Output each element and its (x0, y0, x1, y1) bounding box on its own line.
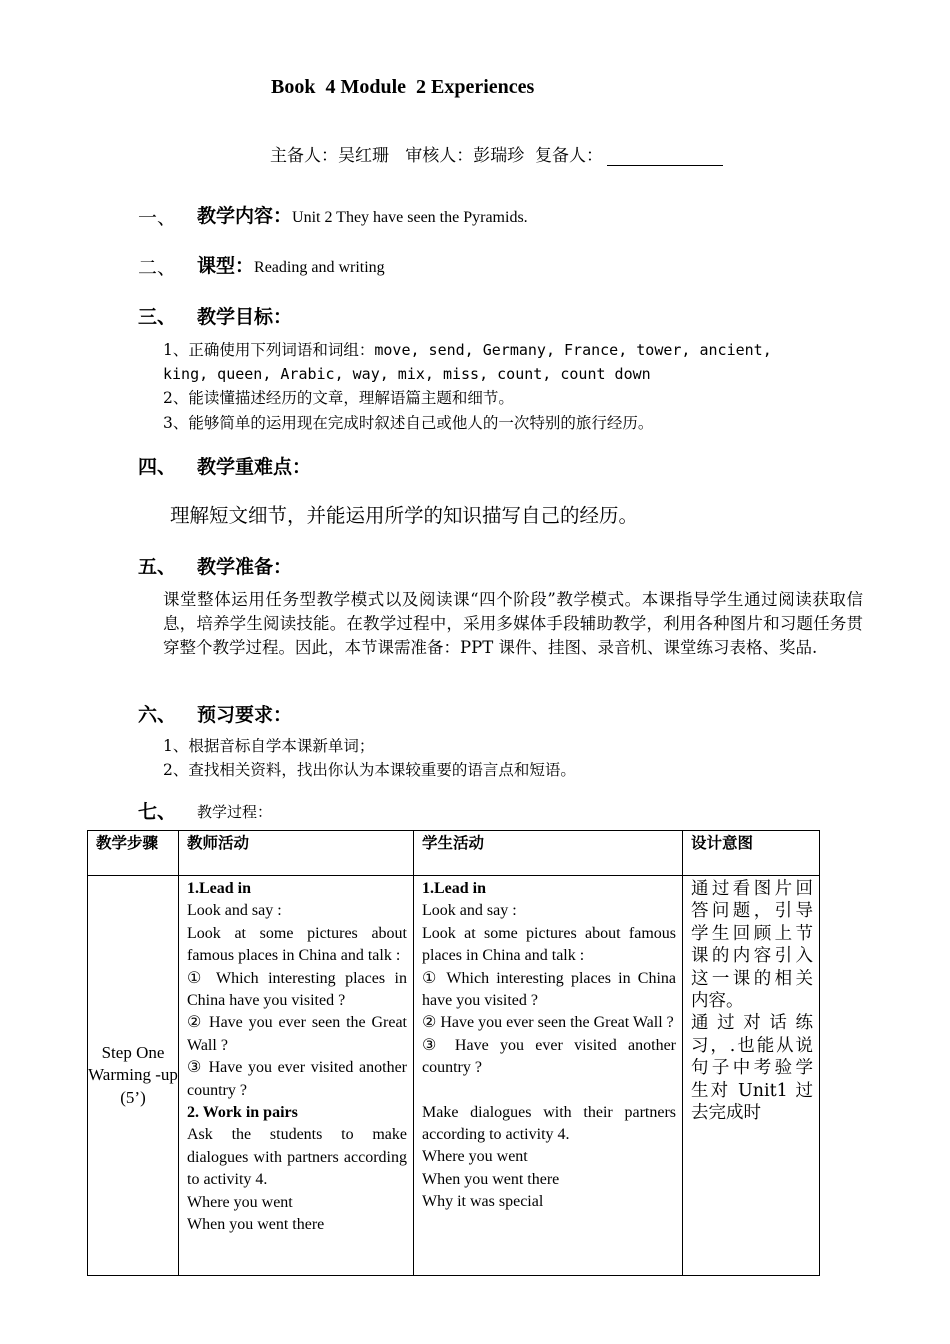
header-intent: 设计意图 (683, 831, 820, 876)
student-line: Look and say : (422, 902, 517, 920)
section-5-label: 教学准备： (197, 556, 293, 578)
section-6-number: 六、 (138, 704, 177, 726)
section-2-label: 课型： (197, 255, 255, 277)
student-line: Look at some pictures about famous places in China and talk : (422, 924, 676, 965)
student-activity-cell (414, 876, 683, 1276)
intent-paragraph-1: 通过看图片回答问题，引导学生回顾上节课的内容引入这一课的相关内容。 (691, 879, 813, 1012)
objective-2: 2、能读懂描述经历的文章，理解语篇主题和细节。 (163, 389, 514, 407)
section-7-number: 七、 (138, 801, 177, 823)
teacher-line: When you went there (187, 1216, 325, 1234)
teacher-line: Where you went (187, 1193, 293, 1211)
document-title: Book 4 Module 2 Experiences (271, 76, 535, 98)
student-question-2: ② Have you ever seen the Great Wall ? (422, 1014, 674, 1032)
header-teacher: 教师活动 (179, 831, 414, 876)
table-header-row (88, 831, 820, 876)
teacher-activity-cell (179, 876, 414, 1276)
objective-1-words: move, send, Germany, France, tower, ancient, (374, 341, 772, 359)
objective-3: 3、能够简单的运用现在完成时叙述自己或他人的一次特别的旅行经历。 (163, 414, 654, 432)
student-line: Why it was special (422, 1193, 544, 1211)
section-6-label: 预习要求： (197, 704, 293, 726)
section-2-heading (197, 251, 385, 278)
student-line: Make dialogues with their partners according to activity 4. (422, 1103, 676, 1144)
header-step: 教学步骤 (88, 831, 179, 876)
preparation-text: 课堂整体运用任务型教学模式以及阅读课“四个阶段”教学模式。本课指导学生通过阅读获取信息，培养学生阅读技能。在教学过程中，采用多媒体手段辅助教学，利用各种图片和习题任务贯穿整个教学过程。因此，本节课需准备：PPT 课件、挂图、录音机、课堂练习表格、奖品. (163, 590, 863, 657)
student-question-3: ③ Have you ever visited another country ? (422, 1036, 676, 1077)
table-row (88, 876, 820, 1276)
section-4-label: 教学重难点： (197, 456, 312, 478)
authors-line (270, 141, 723, 166)
section-3-number: 三、 (138, 306, 177, 328)
student-heading-1: 1.Lead in (422, 880, 487, 897)
objective-1 (163, 339, 772, 362)
teaching-process-table (87, 830, 820, 1276)
teacher-line: Ask the students to make dialogues with partners according to activity 4. (187, 1126, 407, 1189)
teacher-question-1: ① Which interesting places in China have you visited ? (187, 969, 407, 1010)
preview-req-1: 1、根据音标自学本课新单词； (163, 737, 375, 755)
design-intent-cell (683, 876, 820, 1276)
teacher-line: Look and say : (187, 902, 282, 920)
header-student: 学生活动 (414, 831, 683, 876)
step-cell: Step One Warming -up (5’) (88, 876, 179, 1276)
section-1-number: 一、 (138, 207, 177, 229)
section-3-label: 教学目标： (197, 306, 293, 328)
teacher-question-2: ② Have you ever seen the Great Wall ? (187, 1014, 407, 1054)
section-1-content: Unit 2 They have seen the Pyramids. (292, 209, 528, 226)
student-question-1: ① Which interesting places in China have you visited ? (422, 969, 676, 1010)
intent-paragraph-2: 通过对话练习，.也能从说句子中考验学生对 Unit1 过去完成时 (691, 1013, 813, 1124)
section-4-number: 四、 (138, 456, 177, 478)
authors-text: 主备人：吴红珊 审核人：彭瑞珍 复备人： (270, 146, 604, 166)
objective-1-prefix: 1、正确使用下列词语和词组： (163, 341, 375, 359)
spacer (422, 1080, 676, 1102)
teacher-heading-2: 2. Work in pairs (187, 1104, 298, 1122)
student-line: When you went there (422, 1170, 560, 1188)
preview-req-2: 2、查找相关资料，找出你认为本课较重要的语言点和短语。 (163, 761, 576, 779)
section-2-number: 二、 (138, 257, 177, 279)
objective-1-line2: king, queen, Arabic, way, mix, miss, count, count down (163, 365, 651, 383)
section-2-content: Reading and writing (254, 259, 385, 276)
section-7-label: 教学过程： (197, 803, 273, 821)
key-difficulty-text: 理解短文细节，并能运用所学的知识描写自己的经历。 (170, 504, 639, 527)
student-line: Where you went (422, 1148, 528, 1166)
teacher-heading-1: 1.Lead in (187, 880, 252, 897)
section-5-number: 五、 (138, 556, 177, 578)
reviewer-blank (607, 147, 723, 166)
teacher-line: Look at some pictures about famous places in China and talk : (187, 924, 407, 965)
teacher-question-3: ③ Have you ever visited another country ? (187, 1059, 407, 1099)
section-1-heading (197, 201, 528, 228)
section-1-label: 教学内容： (197, 205, 293, 227)
